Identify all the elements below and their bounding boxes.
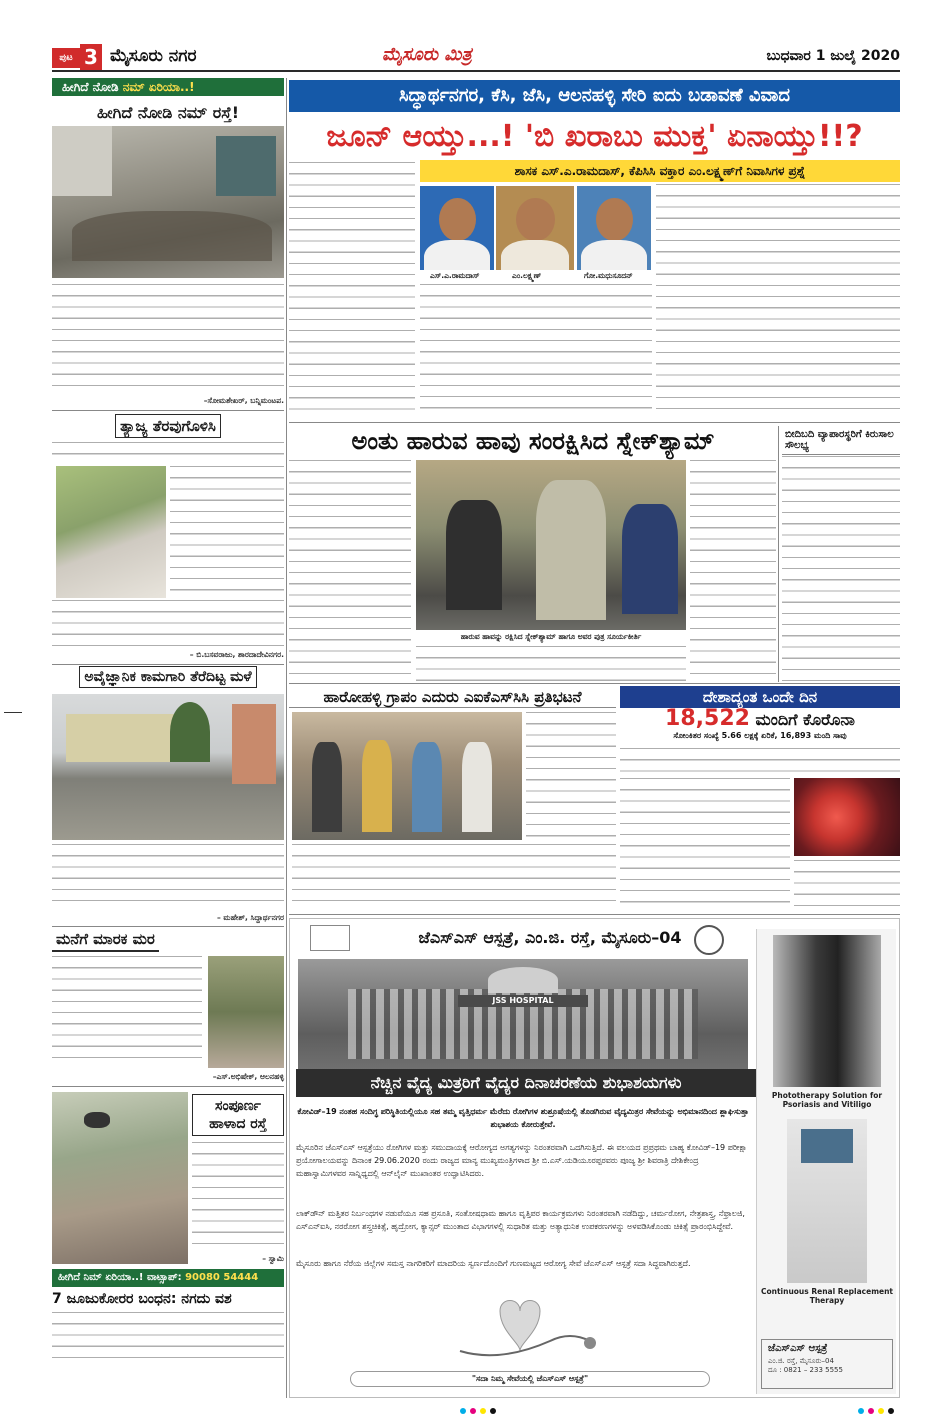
tree-photo xyxy=(208,956,284,1068)
story-byline: – ಸ್ವಾಮಿ xyxy=(262,1254,284,1263)
photo-caption: ಎಂ.ಲಕ್ಷ್ಮಣ್ xyxy=(512,271,542,280)
registration-mark xyxy=(878,1408,884,1414)
story-heading: 7 ಜೂಜುಕೋರರ ಬಂಧನ: ನಗದು ವಶ xyxy=(52,1291,232,1307)
advert-tagline: "ಸದಾ ನಿಮ್ಮ ಸೇವೆಯಲ್ಲಿ ಜೆಎಸ್‌ಎಸ್ ಆಸ್ಪತ್ರೆ" xyxy=(350,1371,710,1387)
story-text xyxy=(289,162,415,418)
story-rain xyxy=(52,666,284,688)
rain-photo xyxy=(52,694,284,840)
advert-equipment-panel xyxy=(756,929,896,1394)
advert-para: ಕೋವಿಡ್–19 ನಂತಹ ಸಂದಿಗ್ಧ ಪರಿಸ್ಥಿತಿಯಲ್ಲಿಯೂ ಸಹ ತಮ್ಮ ವೃತ್ತಿಧರ್ಮ ಮೆರೆದು ರೋಗಿಗಳ ಶುಶ್ರೂಷೆಯಲ್ಲಿ ತೊಡಗಿರುವ ವೈದ್ಯಮಿತ್ರರ ಸೇವೆಯನ್ನು ಅಭಿಮಾನದಿಂದ ಶ್ಲಾಘಿಸುತ್ತಾ ಶುಭಾಶಯ ಕೋರುತ್ತೇವೆ. xyxy=(297,1107,749,1129)
hospital-advert xyxy=(289,918,900,1398)
dateline: ಬುಧವಾರ 1 ಜುಲೈ 2020 xyxy=(766,48,900,64)
column-rule xyxy=(286,78,287,1398)
story-heading: ಸಂಪೂರ್ಣ ಹಾಳಾದ ರಸ್ತೆ xyxy=(192,1094,284,1136)
story-road xyxy=(52,100,284,128)
page-label: ಪುಟ xyxy=(52,48,80,68)
story-heading: ಅವೈಜ್ಞಾನಿಕ ಕಾಮಗಾರಿ ತೆರೆದಿಟ್ಟ ಮಳೆ xyxy=(79,666,256,688)
portrait-lakshman xyxy=(496,186,574,270)
masthead xyxy=(52,44,900,72)
building-sign: JSS HOSPITAL xyxy=(458,995,588,1007)
equipment-caption: Phototherapy Solution for Psoriasis and Vitiligo xyxy=(771,1091,883,1109)
story-text xyxy=(52,284,284,394)
advert-title: ಜೆಎಸ್‌ಎಸ್ ಆಸ್ಪತ್ರೆ, ಎಂ.ಜಿ. ರಸ್ತೆ, ಮೈಸೂರು–04 xyxy=(370,925,730,951)
portrait-madhusudan xyxy=(577,186,651,270)
registration-mark xyxy=(460,1408,466,1414)
protest-heading: ಹಾರೋಹಳ್ಳಿ ಗ್ರಾಪಂ ಎದುರು ಎಐಕೆಎಸ್‌ಸಿಸಿ ಪ್ರತಿಭಟನೆ xyxy=(289,686,616,708)
advert-para: ಮೈಸೂರು ಹಾಗೂ ನೆರೆಯ ಜಿಲ್ಲೆಗಳ ಸಮಸ್ತ ನಾಗರಿಕರಿಗೆ ಮಾದರಿಯ ಸ್ವರ್ಣದೊಂದಿಗೆ ಗುಣಮಟ್ಟದ ಆರೋಗ್ಯ ಸೇವೆ ಜೆಎಸ್‌ಎಸ್ ಆಸ್ಪತ್ರೆ ಸದಾ ಸಿದ್ಧವಾಗಿರುತ್ತದೆ. xyxy=(296,1259,691,1268)
hospital-logo xyxy=(310,925,350,951)
registration-mark xyxy=(490,1408,496,1414)
waste-photo xyxy=(56,466,166,598)
photo-caption: ಗೋ.ಮಧುಸೂದನ್ xyxy=(584,271,633,280)
snake-heading: ಅಂತು ಹಾರುವ ಹಾವು ಸಂರಕ್ಷಿಸಿದ ಸ್ನೇಕ್‌ಶ್ಯಾಮ್ xyxy=(351,427,715,455)
registration-mark xyxy=(470,1408,476,1414)
main-headline: ಜೂನ್ ಆಯ್ತು...! 'ಬಿ ಖರಾಬು ಮುಕ್ತ' ಏನಾಯ್ತು!!? xyxy=(326,119,863,154)
story-heading: ಮನೆಗೆ ಮಾರಕ ಮರ xyxy=(52,928,159,952)
registration-mark xyxy=(480,1408,486,1414)
road-photo xyxy=(52,126,284,278)
section-name: ಮೈಸೂರು ನಗರ xyxy=(110,46,197,66)
corona-subhead: ಸೋಂಕಿತರ ಸಂಖ್ಯೆ 5.66 ಲಕ್ಷಕ್ಕೆ ಏರಿಕೆ, 16,893 ಮಂದಿ ಸಾವು xyxy=(673,731,847,740)
protest-photo xyxy=(292,712,522,840)
crop-mark xyxy=(4,712,22,713)
photo-caption: ಎಸ್.ಎ.ರಾಮದಾಸ್ xyxy=(430,271,480,280)
story-waste xyxy=(52,414,284,438)
institution-seal xyxy=(694,925,724,955)
page-number: 3 xyxy=(80,44,102,70)
story-byline: – ಬಿ.ಬಸವರಾಜು, ಶಾರದಾದೇವಿನಗರ. xyxy=(189,650,284,659)
equipment-caption: Continuous Renal Replacement Therapy xyxy=(760,1287,894,1305)
left-column xyxy=(52,78,284,96)
doctors-day-banner: ನೆಚ್ಚಿನ ವೈದ್ಯ ಮಿತ್ರರಿಗೆ ವೈದ್ಯರ ದಿನಾಚರಣೆಯ ಶುಭಾಶಯಗಳು xyxy=(296,1069,756,1097)
advert-para: ಲಾಕ್‌ಡೌನ್ ಮತ್ತಿತರ ನಿರ್ಬಂಧಗಳ ನಡುವೆಯೂ ಸಹ ಪ್ರಸೂತಿ, ಸಂತೋಷಧಾಮ ಹಾಗೂ ವೃತ್ತಿಪರ ಕಾರ್ಯಕ್ರಮಗಳು ನಿರಂತರವಾಗಿ ನಡೆದಿದ್ದು, ಚರ್ಮರೋಗ, ನೇತ್ರಶಾಸ್ತ್ರ, ನೆಫ್ರಾಲಜಿ, ಎಸ್‌ಎನ್‌ಐಸಿ, ನರರೋಗ ಶಸ್ತ್ರಚಿಕಿತ್ಸೆ, ಹೃದ್ರೋಗ, ಕ್ಯಾನ್ಸರ್ ಮುಂತಾದ ವಿಭಾಗಗಳಲ್ಲಿ ಸುಧಾರಿತ ಮತ್ತು ಅತ್ಯಾಧುನಿಕ ಉಪಕರಣಗಳನ್ನು ಅಳವಡಿಸಿಕೊಂಡು ಚಿಕಿತ್ಸೆ ಪ್ರಾರಂಭಿಸಿದ್ದೇವೆ. xyxy=(296,1209,745,1231)
column-rule xyxy=(778,426,779,682)
corona-heading: ದೇಶಾದ್ಯಂತ ಒಂದೇ ದಿನ xyxy=(620,686,900,708)
registration-mark xyxy=(888,1408,894,1414)
hospital-building-photo xyxy=(298,959,748,1084)
paper-logo: ಮೈಸೂರು ಮಿತ್ರ xyxy=(382,44,472,65)
story-heading: ತ್ಯಾಜ್ಯ ತೆರವುಗೊಳಿಸಿ xyxy=(115,414,221,438)
whatsapp-hotline: ಹೀಗಿದೆ ನಿಮ್ ಏರಿಯಾ..! ವಾಟ್ಸಾಪ್: 90080 54444 xyxy=(52,1269,284,1287)
snake-caption: ಹಾರುವ ಹಾವನ್ನು ರಕ್ಷಿಸಿದ ಸ್ನೇಕ್‌ಶ್ಯಾಮ್ ಹಾಗೂ ಅವರ ಪುತ್ರ ಸೂರ್ಯಕೀರ್ತಿ xyxy=(460,632,642,641)
story-heading: ಹೀಗಿದೆ ನೋಡಿ ನಮ್ ರಸ್ತೆ! xyxy=(52,100,284,128)
damaged-road-photo xyxy=(52,1092,188,1264)
advert-para: ಮೈಸೂರಿನ ಜೆಎಸ್‌ಎಸ್ ಆಸ್ಪತ್ರೆಯು ರೋಗಿಗಳ ಮತ್ತು ಸಮುದಾಯಕ್ಕೆ ಆರೋಗ್ಯದ ಅಗತ್ಯಗಳನ್ನು ನಿರಂತರವಾಗಿ ಒದಗಿಸುತ್ತಿದೆ. ಈ ವಲಯದ ಪ್ರಪ್ರಥಮ ಬಾಹ್ಯ ಕೋವಿಡ್–19 ಪರೀಕ್ಷಾ ಪ್ರಯೋಗಾಲಯವನ್ನು ದಿನಾಂಕ 29.06.2020 ರಂದು ರಾಜ್ಯದ ಮಾನ್ಯ ಮುಖ್ಯಮಂತ್ರಿಗಳಾದ ಶ್ರೀ ಬಿ.ಎಸ್.ಯಡಿಯೂರಪ್ಪರವರು ಪೂಜ್ಯ ಶ್ರೀ ಶಿವರಾತ್ರಿ ದೇಶಿಕೇಂದ್ರ ಮಹಾಸ್ವಾಮಿಗಳವರ ಸಾನ್ನಿಧ್ಯದಲ್ಲಿ ಆನ್‌ಲೈನ್ ಮುಖಾಂತರ ಉದ್ಘಾಟಿಸಿದರು. xyxy=(296,1143,748,1178)
snake-photo xyxy=(416,460,686,630)
story-byline: –ಸೋಮಶೇಖರ್, ಬನ್ನಿಮಂಟಪ. xyxy=(203,396,284,405)
story-byline: – ಮಹೇಶ್, ಸಿದ್ದಾರ್ಥನಗರ xyxy=(216,913,284,922)
renal-therapy-machine-image xyxy=(787,1119,867,1283)
phototherapy-unit-image xyxy=(773,935,881,1087)
story-byline: –ಎಸ್.ಅಭಿಷೇಕ್, ಆಲನಹಳ್ಳಿ xyxy=(212,1072,284,1081)
main-kicker: ಸಿದ್ಧಾರ್ಥನಗರ, ಕೆಸಿ, ಜೆಸಿ, ಆಲನಹಳ್ಳಿ ಸೇರಿ ಐದು ಬಡಾವಣೆ ವಿವಾದ xyxy=(289,80,900,112)
virus-image xyxy=(794,778,900,856)
registration-mark xyxy=(868,1408,874,1414)
corona-count: 18,522 ಮಂದಿಗೆ ಕೊರೊನಾ xyxy=(665,706,855,731)
story-tree xyxy=(52,928,284,952)
area-tag: ಹೀಗಿದೆ ನೋಡಿ ನಮ್ ಏರಿಯಾ..! xyxy=(52,78,284,96)
vendor-heading: ಬೀದಿಬದಿ ವ್ಯಾಪಾರಸ್ಥರಿಗೆ ಕಿರುಸಾಲ ಸೌಲಭ್ಯ xyxy=(782,426,900,455)
registration-mark xyxy=(858,1408,864,1414)
heart-stethoscope-icon xyxy=(440,1291,610,1363)
portrait-ramadas xyxy=(420,186,494,270)
advert-contact-box: ಜೆಎಸ್‌ಎಸ್ ಆಸ್ಪತ್ರೆ ಎಂ.ಜಿ. ರಸ್ತೆ, ಮೈಸೂರು–04 ದೂ : 0821 – 233 5555 xyxy=(761,1339,893,1389)
main-subkicker: ಶಾಸಕ ಎಸ್.ಎ.ರಾಮದಾಸ್, ಕೆಪಿಸಿಸಿ ವಕ್ತಾರ ಎಂ.ಲಕ್ಷ್ಮಣ್‌ಗೆ ನಿವಾಸಿಗಳ ಪ್ರಶ್ನೆ xyxy=(420,160,900,182)
